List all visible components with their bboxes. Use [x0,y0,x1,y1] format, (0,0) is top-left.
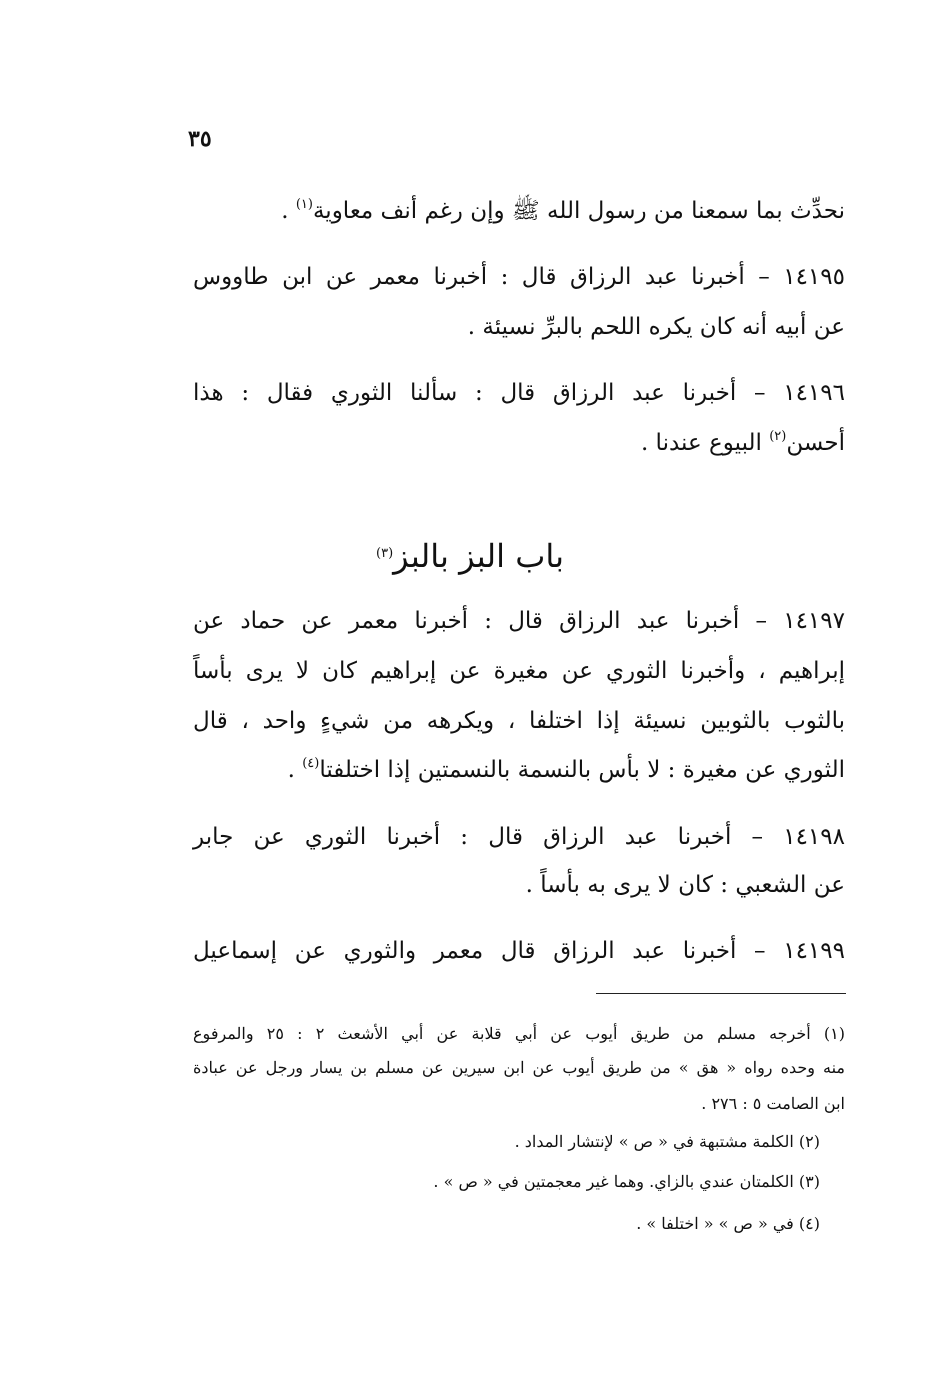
footnote: (٣) الكلمتان عندي بالزاي. وهما غير معجمتين في « ص » . [433,1172,820,1191]
text-line: ١٤١٩٩ – أخبرنا عبد الرزاق قال معمر والثوري عن إسماعيل [193,938,845,964]
line-end: . [281,198,296,224]
text-line [641,428,845,458]
section-heading [0,534,940,578]
text-line: بالثوب بالثوبين نسيئة إذا اختلفا ، ويكرهه من شيءٍ واحد ، قال [193,708,845,734]
footnote: (٢) الكلمة مشتبهة في « ص » لإنتشار المداد . [514,1132,820,1151]
text-line: ١٤١٩٥ – أخبرنا عبد الرزاق قال : أخبرنا معمر عن ابن طاووس [193,264,845,290]
footnote-ref: (٣) [376,546,394,561]
footnote-divider [596,993,846,994]
footnote: منه وحده رواه « هق » من طريق أيوب عن ابن سيرين عن مسلم بن يسار ورجل عن عبادة [193,1058,845,1077]
footnote-ref: (٢) [769,429,787,444]
line-end: . [287,757,303,783]
line-text: البيوع عندنا . [640,430,762,456]
line-text: نحدِّث بما سمعنا من رسول الله ﷺ وإن رغم أنف معاوية [312,198,845,224]
heading-text: باب البز بالبز [393,537,564,575]
footnote: ابن الصامت ٥ : ٢٧٦ . [701,1094,845,1113]
footnote-ref: (٤) [302,756,320,771]
line-text: الثوري عن مغيرة : لا بأس بالنسمة بالنسمتين إذا اختلفتا [319,757,845,783]
text-line: عن الشعبي : كان لا يرى به بأساً . [525,872,845,898]
text-line [281,196,845,226]
line-text: أحسن [786,430,845,456]
footnote-ref: (١) [295,197,313,212]
footnote: (٤) في « ص » « اختلفا » . [636,1214,820,1233]
text-line: ١٤١٩٦ – أخبرنا عبد الرزاق قال : سألنا الثوري فقال : هذا [193,380,845,406]
text-line: ١٤١٩٧ – أخبرنا عبد الرزاق قال : أخبرنا معمر عن حماد عن [193,608,845,634]
text-line: إبراهيم ، وأخبرنا الثوري عن مغيرة عن إبراهيم كان لا يرى بأساً [193,658,845,684]
footnote: (١) أخرجه مسلم من طريق أيوب عن أبي قلابة عن أبي الأشعث ٢ : ٢٥ والمرفوع [193,1024,846,1043]
text-line: عن أبيه أنه كان يكره اللحم بالبرِّ نسيئة . [467,314,845,340]
text-line [288,755,845,785]
text-line: ١٤١٩٨ – أخبرنا عبد الرزاق قال : أخبرنا الثوري عن جابر [193,824,845,850]
page-number: ٣٥ [188,126,212,152]
